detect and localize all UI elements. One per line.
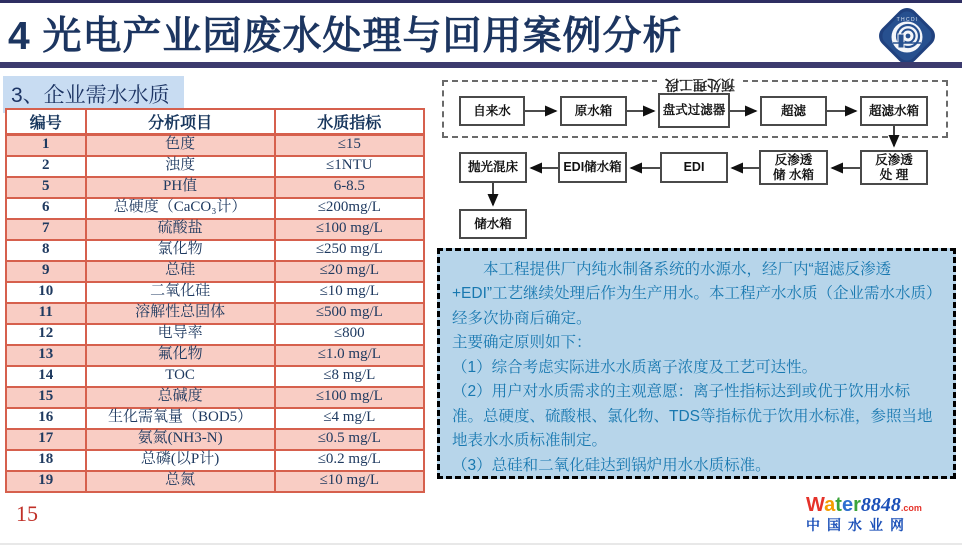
header-quality-index: 水质指标 (275, 109, 424, 135)
quality-index-cell: ≤15 (275, 135, 424, 156)
flow-box-uf-water-tank: 超滤水箱 (860, 96, 928, 126)
page-title: 4 光电产业园废水处理与回用案例分析 (8, 15, 683, 58)
svg-text:T H C D I: T H C D I (896, 17, 918, 23)
quality-index-cell: ≤800 (275, 324, 424, 345)
quality-index-cell: ≤1NTU (275, 156, 424, 177)
row-number-cell: 9 (6, 261, 86, 282)
quality-index-cell: ≤8 mg/L (275, 366, 424, 387)
row-number-cell: 18 (6, 450, 86, 471)
pretreatment-stage-label: 预处理工段 (657, 75, 743, 95)
flow-box-ultrafiltration: 超滤 (760, 96, 827, 126)
process-flow-diagram (437, 78, 957, 246)
water8848-logo (806, 495, 956, 532)
water-logo-letter: t (835, 494, 842, 516)
table-row (6, 387, 424, 408)
water-logo-letter: W (806, 494, 825, 516)
quality-index-cell: ≤20 mg/L (275, 261, 424, 282)
analysis-item-cell: 总氮 (86, 471, 275, 492)
analysis-item-cell: 总硅 (86, 261, 275, 282)
analysis-item-cell: 总碱度 (86, 387, 275, 408)
table-row (6, 366, 424, 387)
analysis-item-cell: 总磷(以P计) (86, 450, 275, 471)
flow-box-edi-water-tank: EDI储水箱 (558, 152, 627, 183)
row-number-cell: 16 (6, 408, 86, 429)
row-number-cell: 7 (6, 219, 86, 240)
analysis-item-cell: 生化需氧量（BOD5） (86, 408, 275, 429)
analysis-item-cell: 硫酸盐 (86, 219, 275, 240)
row-number-cell: 2 (6, 156, 86, 177)
table-row (6, 240, 424, 261)
table-row (6, 408, 424, 429)
flow-box-storage-tank: 储水箱 (459, 209, 527, 239)
notes-paragraph: 本工程提供厂内纯水制备系统的水源水，经厂内“超滤反渗透+EDI”工艺继续处理后作为生产用水。本工程产水水质（企业需水水质）经多次协商后确定。 (452, 261, 934, 327)
company-logo-icon (866, 7, 948, 70)
analysis-item-cell: 二氧化硅 (86, 282, 275, 303)
water-quality-table-body (6, 135, 424, 492)
notes-paragraph: 主要确定原则如下： (452, 334, 592, 352)
quality-index-cell: ≤0.2 mg/L (275, 450, 424, 471)
quality-index-cell: ≤250 mg/L (275, 240, 424, 261)
section-subtitle: 3、企业需水水质 (3, 76, 184, 113)
water-logo-letter: e (841, 494, 854, 516)
table-row (6, 282, 424, 303)
quality-index-cell: 6-8.5 (275, 177, 424, 198)
quality-index-cell: ≤200mg/L (275, 198, 424, 219)
table-row (6, 471, 424, 492)
flow-box-polishing-mixed-bed: 抛光混床 (459, 152, 527, 183)
row-number-cell: 5 (6, 177, 86, 198)
quality-index-cell: ≤10 mg/L (275, 471, 424, 492)
table-row (6, 303, 424, 324)
project-notes-box (437, 248, 956, 479)
table-row (6, 135, 424, 156)
analysis-item-cell: PH值 (86, 177, 275, 198)
row-number-cell: 10 (6, 282, 86, 303)
water-logo-letter: a (824, 494, 836, 516)
china-water-network-tagline: 中国水业网 (806, 517, 911, 533)
table-header-row (6, 109, 424, 135)
analysis-item-cell: 电导率 (86, 324, 275, 345)
analysis-item-cell: 氨氮(NH3-N) (86, 429, 275, 450)
header-analysis-item: 分析项目 (86, 109, 275, 135)
table-row (6, 177, 424, 198)
table-row (6, 450, 424, 471)
row-number-cell: 8 (6, 240, 86, 261)
flow-box-ro-storage-tank: 反渗透储 水箱 (759, 150, 828, 185)
flow-box-raw-water-tank: 原水箱 (560, 96, 627, 126)
row-number-cell: 19 (6, 471, 86, 492)
analysis-item-cell: 氟化物 (86, 345, 275, 366)
flow-box-disc-filter: 盘式过滤器 (658, 93, 730, 128)
table-row (6, 156, 424, 177)
analysis-item-cell: 总硬度（CaCO₃计） (86, 198, 275, 219)
table-row (6, 429, 424, 450)
water-logo-letter: r (853, 494, 861, 516)
notes-paragraph: （3）总硅和二氧化硅达到锅炉用水水质标准。 (452, 456, 771, 474)
row-number-cell: 12 (6, 324, 86, 345)
notes-paragraph: （2）用户对水质需求的主观意愿：离子性指标达到或优于饮用水标准。总硬度、硫酸根、氯化物、TDS等指标优于饮用水标准，参照当地地表水水质标准制定。 (452, 383, 933, 450)
quality-index-cell: ≤10 mg/L (275, 282, 424, 303)
analysis-item-cell: 浊度 (86, 156, 275, 177)
row-number-cell: 11 (6, 303, 86, 324)
quality-index-cell: ≤100 mg/L (275, 387, 424, 408)
analysis-item-cell: 溶解性总固体 (86, 303, 275, 324)
flow-box-ro-treatment: 反渗透处 理 (860, 150, 928, 185)
table-row (6, 198, 424, 219)
analysis-item-cell: TOC (86, 366, 275, 387)
row-number-cell: 6 (6, 198, 86, 219)
analysis-item-cell: 色度 (86, 135, 275, 156)
table-row (6, 261, 424, 282)
title-bar (0, 3, 962, 63)
table-row (6, 345, 424, 366)
row-number-cell: 15 (6, 387, 86, 408)
row-number-cell: 1 (6, 135, 86, 156)
row-number-cell: 14 (6, 366, 86, 387)
header-number: 编号 (6, 109, 86, 135)
row-number-cell: 17 (6, 429, 86, 450)
quality-index-cell: ≤500 mg/L (275, 303, 424, 324)
analysis-item-cell: 氯化物 (86, 240, 275, 261)
notes-paragraph: （1）综合考虑实际进水水质离子浓度及工艺可达性。 (452, 358, 818, 376)
table-row (6, 219, 424, 240)
quality-index-cell: ≤4 mg/L (275, 408, 424, 429)
water-quality-table (5, 108, 425, 493)
water-logo-word (806, 494, 861, 516)
flow-box-tap-water: 自来水 (459, 96, 525, 126)
flow-arrows (437, 78, 957, 246)
quality-index-cell: ≤1.0 mg/L (275, 345, 424, 366)
quality-index-cell: ≤100 mg/L (275, 219, 424, 240)
page-number: 15 (16, 501, 38, 526)
table-row (6, 324, 424, 345)
title-divider-line (0, 62, 962, 68)
quality-index-cell: ≤0.5 mg/L (275, 429, 424, 450)
water8848-wordmark: Water8848.com (806, 494, 922, 516)
row-number-cell: 13 (6, 345, 86, 366)
flow-box-edi: EDI (660, 152, 728, 183)
